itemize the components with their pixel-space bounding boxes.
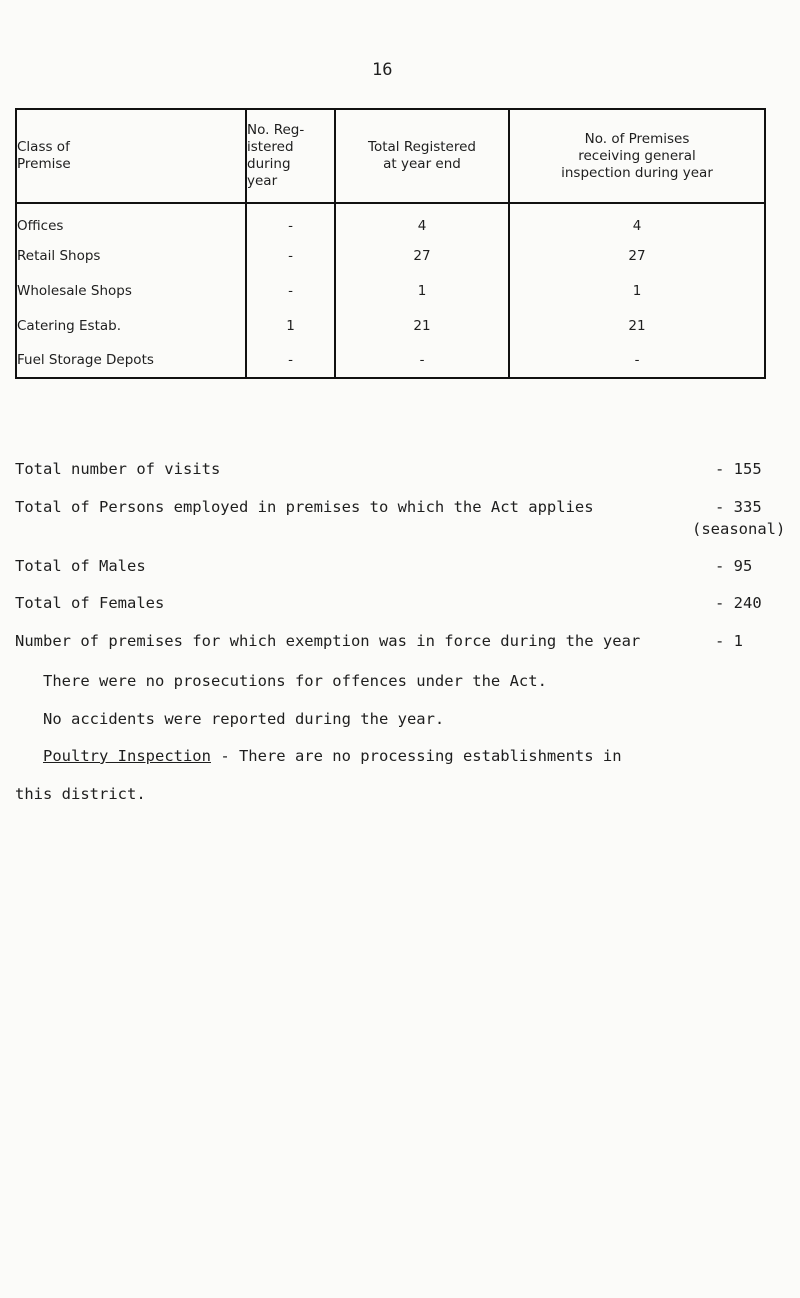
cell-registered: 1: [246, 308, 335, 343]
cell-inspected: 21: [509, 308, 765, 343]
females-label: Total of Females: [15, 594, 165, 612]
poultry-text: - There are no processing establishments in: [210, 747, 622, 765]
cell-class: Retail Shops: [16, 238, 246, 273]
table-row: [16, 203, 765, 238]
cell-class: Offices: [16, 203, 246, 238]
cell-registered: -: [246, 343, 335, 378]
cell-inspected: 4: [509, 203, 765, 238]
cell-class: Wholesale Shops: [16, 273, 246, 308]
persons-value: - 335: [715, 498, 762, 516]
visits-label: Total number of visits: [15, 460, 221, 478]
page-number: 16: [372, 60, 393, 80]
cell-registered: -: [246, 273, 335, 308]
cell-total: 27: [335, 238, 509, 273]
poultry-continuation: this district.: [15, 785, 146, 803]
cell-inspected: -: [509, 343, 765, 378]
prosecutions-statement: There were no prosecutions for offences under the Act.: [43, 672, 547, 690]
cell-class: Fuel Storage Depots: [16, 343, 246, 378]
header-registered-during-year: No. Reg- istered during year: [246, 109, 335, 203]
poultry-statement: [43, 747, 622, 765]
cell-registered: -: [246, 203, 335, 238]
header-total-registered: Total Registered at year end: [335, 109, 509, 203]
header-class-of-premise: Class of Premise: [16, 109, 246, 203]
persons-note: (seasonal): [692, 520, 786, 538]
accidents-statement: No accidents were reported during the year.: [43, 710, 445, 728]
males-value: - 95: [715, 557, 753, 575]
premises-table: [15, 108, 766, 379]
cell-inspected: 1: [509, 273, 765, 308]
table-row: [16, 343, 765, 378]
males-label: Total of Males: [15, 557, 146, 575]
cell-total: 21: [335, 308, 509, 343]
cell-class: Catering Estab.: [16, 308, 246, 343]
exemption-value: - 1: [715, 632, 743, 650]
females-value: - 240: [715, 594, 762, 612]
table-header-row: [16, 109, 765, 203]
cell-registered: -: [246, 238, 335, 273]
poultry-heading: Poultry Inspection: [43, 747, 211, 765]
cell-total: 1: [335, 273, 509, 308]
table-row: [16, 238, 765, 273]
cell-total: 4: [335, 203, 509, 238]
cell-total: -: [335, 343, 509, 378]
table-row: [16, 273, 765, 308]
exemption-label: Number of premises for which exemption was in force during the year: [15, 632, 641, 650]
table-row: [16, 308, 765, 343]
visits-value: - 155: [715, 460, 762, 478]
header-inspected: No. of Premises receiving general inspection during year: [509, 109, 765, 203]
persons-label: Total of Persons employed in premises to which the Act applies: [15, 498, 594, 516]
cell-inspected: 27: [509, 238, 765, 273]
